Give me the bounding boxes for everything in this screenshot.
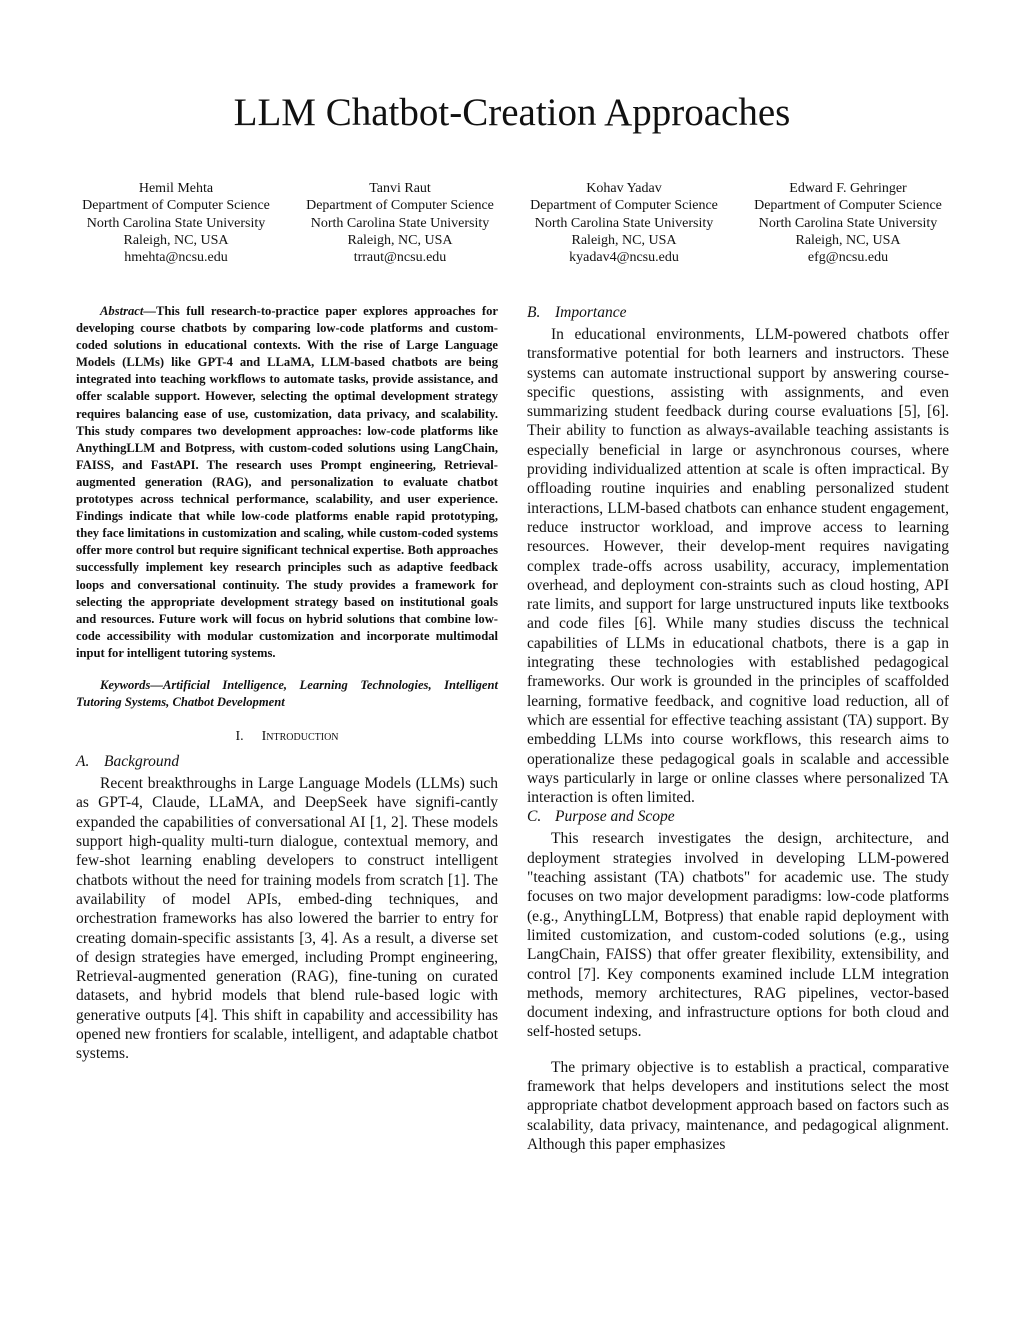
author-department: Department of Computer Science (306, 198, 494, 214)
author-block (64, 180, 960, 266)
author-email: efg@ncsu.edu (807, 250, 889, 266)
author-3 (512, 180, 736, 266)
abstract (76, 303, 498, 662)
author-location: Raleigh, NC, USA (123, 232, 229, 248)
author-location: Raleigh, NC, USA (571, 232, 677, 248)
subsection-heading-background (76, 752, 498, 772)
section-heading-introduction (76, 728, 498, 746)
subsection-title: Importance (555, 304, 627, 321)
author-university: North Carolina State University (758, 215, 938, 231)
subsection-title: Purpose and Scope (555, 808, 675, 826)
background-paragraph: Recent breakthroughs in Large Language Models (LLMs) such as GPT-4, Claude, LLaMA, and DeepSeek have signifi-cantly expanded the capabilities of conversational AI [1, 2]. These models support high-quality multi-turn dialogue, contextual memory, and few-shot learning enabling developers to construct intelligent chatbots without the need for training models from scratch [1]. The availability of model APIs, embed-ding techniques, and orchestration frameworks has also lowered the barrier to entry for creating domain-specific assistants [3, 4]. As a result, a diverse set of design strategies have emerged, including Prompt engineering, Retrieval-augmented generation (RAG), fine-tuning on curated datasets, and hybrid models that blend rule-based logic with generative outputs [4]. This shift in capability and accessibility has opened new frontiers for scalable, intelligent, and adaptable chatbot systems. (76, 775, 498, 1063)
author-email: hmehta@ncsu.edu (124, 250, 228, 266)
author-2 (288, 180, 512, 266)
right-column (527, 303, 949, 1154)
author-name: Tanvi Raut (369, 181, 431, 196)
section-title: Introduction (261, 729, 339, 745)
author-location: Raleigh, NC, USA (347, 232, 453, 248)
subsection-letter: A. (76, 753, 90, 771)
author-department: Department of Computer Science (82, 198, 270, 214)
author-location: Raleigh, NC, USA (795, 232, 901, 248)
subsection-letter: B. (527, 304, 541, 321)
author-name: Kohav Yadav (586, 181, 662, 196)
section-number: I. (235, 729, 244, 745)
author-name: Edward F. Gehringer (789, 181, 907, 196)
author-4 (736, 180, 960, 266)
subsection-heading-purpose (527, 807, 949, 827)
subsection-letter: C. (527, 808, 542, 826)
subsection-title: Background (104, 753, 180, 771)
paper-title: LLM Chatbot-Creation Approaches (233, 91, 791, 134)
abstract-text: This full research-to-practice paper explores approaches for developing course chatbots by comparing low-code platforms and custom-coded solutions in educational contexts. With the rise of Large Language Models (LLMs) like GPT-4 and LLaMA, LLM-based chatbots are being integrated into teaching workflows to automate tasks, provide assistance, and offer scalable support. However, selecting the optimal development strategy requires balancing ease of use, customization, data privacy, and scalability. This study compares two development approaches: low-code platforms like AnythingLLM and Botpress, with custom-coded solutions using LangChain, FAISS, and FastAPI. The research uses Prompt engineering, Retrieval-augmented generation (RAG), and personalization to evaluate chatbot prototypes across technical performance, scalability, and user experience. Findings indicate that while low-code platforms enable rapid prototyping, they face limitations in customization and scaling, while custom-coded systems offer more control but require significant technical expertise. Both approaches successfully implement key research principles such as adaptive feedback loops and conversational continuity. The study provides a framework for selecting the appropriate development strategy based on institutional goals and resources. Future work will focus on hybrid solutions that combine low-code accessibility with modular customization and incorporate multimodal input for intelligent tutoring systems. (76, 304, 498, 660)
author-university: North Carolina State University (310, 215, 490, 231)
author-department: Department of Computer Science (530, 198, 718, 214)
author-department: Department of Computer Science (754, 198, 942, 214)
author-name: Hemil Mehta (138, 181, 214, 196)
importance-paragraph: In educational environments, LLM-powered chatbots offer transformative potential for both learners and instructors. These systems can automate instructional support by answering course-specific questions, assisting with assignments, and even summarizing student feedback during course evaluations [5], [6]. Their ability to function as always-available teaching assistants is especially beneficial in large or asynchronous courses, where providing individualized attention at scale is often impractical. By offloading routine inquiries and enabling personalized student interactions, LLM-based chatbots can enhance student engagement, reduce instructor workload, and improve access to learning resources. However, their develop-ment requires navigating complex trade-offs across usability, accuracy, implementation overhead, and deployment con-straints such as cloud hosting, API rate limits, and support for large unstructured inputs like textbooks and code files [6]. While many studies discuss the technical capabilities of LLMs in educational chatbots, there is a gap in integrating these technologies with established pedagogical frameworks. Our work is grounded in the principles of scaffolded learning, formative feedback, and cognitive load reduction, all of which are essential for effective teaching assistant (TA) support. By embedding LLMs into course workflows, this research aims to operationalize these pedagogical goals in scalable and accessible ways particularly in large or online classes where personalized TA interaction is often limited. (527, 326, 949, 807)
abstract-lead: Abstract— (100, 304, 156, 318)
subsection-heading-importance (527, 303, 949, 323)
author-university: North Carolina State University (534, 215, 714, 231)
left-column (76, 303, 498, 1064)
author-email: kyadav4@ncsu.edu (569, 250, 679, 266)
author-university: North Carolina State University (86, 215, 266, 231)
author-1 (64, 180, 288, 266)
purpose-paragraph-2: The primary objective is to establish a practical, comparative framework that helps developers and institutions select the most appropriate chatbot development approach based on factors such as scalability, data privacy, maintenance, and pedagogical alignment. Although this paper emphasizes (527, 1058, 949, 1153)
purpose-paragraph: This research investigates the design, architecture, and deployment strategies involved in developing LLM-powered "teaching assistant (TA) chatbots" for academic use. The study focuses on two major development paradigms: low-code platforms (e.g., AnythingLLM, Botpress) that enable rapid deployment with limited customization, and custom-coded solutions (e.g., using LangChain, FAISS) that offer greater flexibility, extensibility, and control [7]. Key components examined include LLM integration methods, memory architectures, RAG pipelines, vector-based document indexing, and infrastructure options for both cloud and self-hosted setups. (527, 830, 949, 1041)
keywords: Keywords—Artificial Intelligence, Learning Technologies, Intelligent Tutoring Systems, Chatbot Development (76, 677, 498, 710)
author-email: trraut@ncsu.edu (353, 250, 447, 266)
